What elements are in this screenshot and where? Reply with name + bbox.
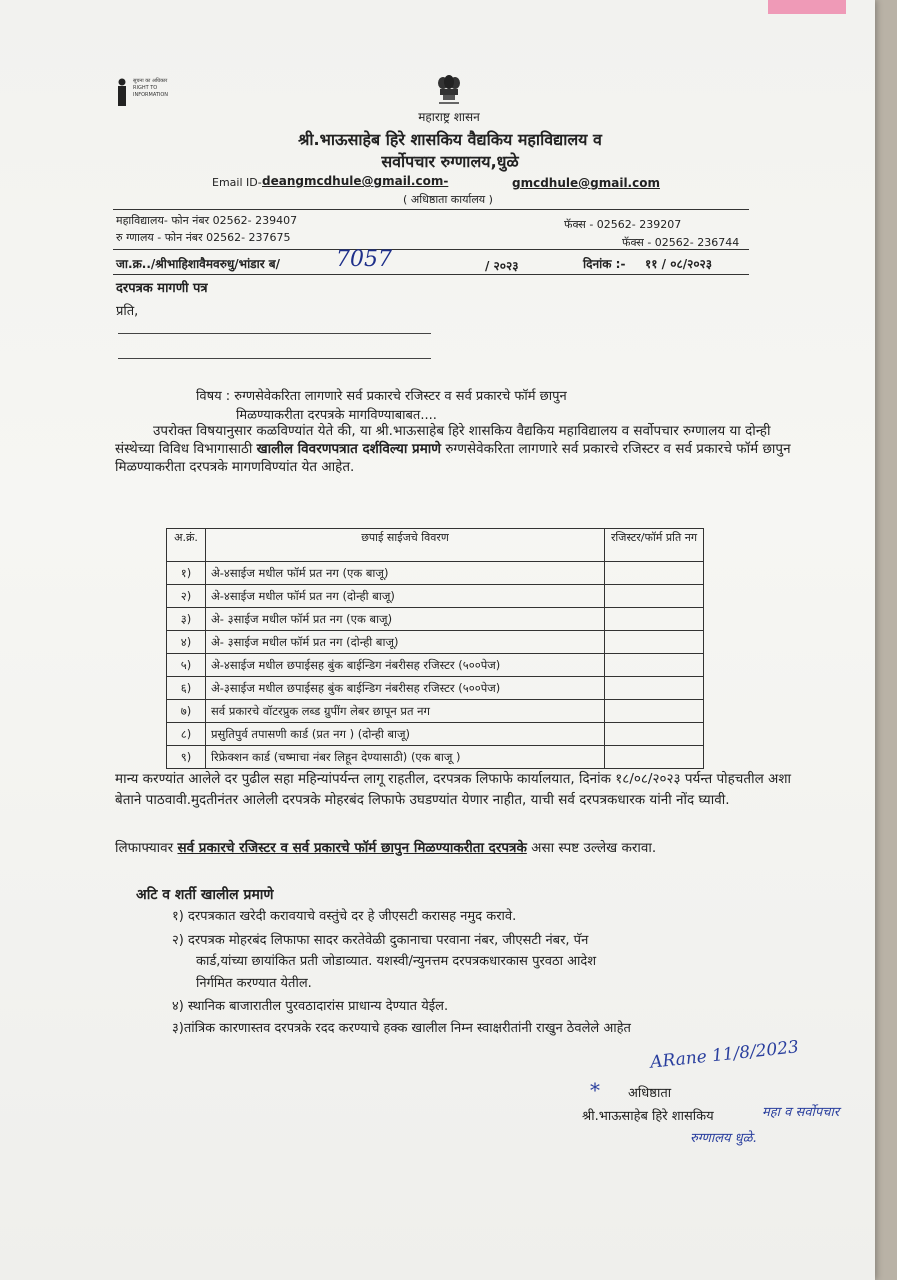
fax-1: फॅक्स - 02562- 239207 — [564, 218, 682, 231]
row-sr: ४) — [167, 631, 206, 654]
email-label: Email ID- — [212, 176, 262, 189]
institution-line-1: श्री.भाऊसाहेब हिरे शासकिय वैद्यकिय महाविद्यालय व — [298, 130, 602, 149]
signatory-title: अधिष्ठाता — [628, 1086, 672, 1101]
fax-2: फॅक्स - 02562- 236744 — [622, 236, 740, 249]
date-label: दिनांक :- — [583, 257, 626, 271]
college-phone: महाविद्यालय- फोन नंबर 02562- 239407 — [116, 214, 298, 227]
header-description: छपाई साईजचे विवरण — [206, 529, 605, 562]
document-title: दरपत्रक मागणी पत्र — [116, 281, 208, 296]
row-description: अे-४साईज मधील छपाईसह बुंक बाईन्डिग नंबरीसह रजिस्टर (५००पेज) — [206, 654, 605, 677]
hospital-phone: रु ग्णालय - फोन नंबर 02562- 237675 — [116, 231, 291, 244]
row-sr: ५) — [167, 654, 206, 677]
table-row — [167, 562, 704, 585]
paragraph-3 — [115, 838, 805, 858]
pink-sticky-note — [768, 0, 846, 14]
header-rate: रजिस्टर/फॉर्म प्रति नग — [605, 529, 704, 562]
condition-2-cont: कार्ड,यांच्या छायांकित प्रती जोडाव्यात. यशस्वी/न्युनत्तम दरपत्रकधारकास पुरवठा आदेश — [196, 954, 597, 969]
office-name: ( अधिष्ठाता कार्यालय ) — [403, 193, 493, 206]
header-rule — [113, 209, 749, 210]
table-header-row — [167, 529, 704, 562]
ref-prefix: जा.क्र../श्रीभाहिशावैमवरुधु/भांडार ब/ — [116, 257, 281, 271]
row-rate-cell — [605, 723, 704, 746]
condition-4: ४) स्थानिक बाजारातील पुरवठादारांस प्राधान्य देण्यात येईल. — [172, 999, 449, 1014]
row-sr: ३) — [167, 608, 206, 631]
signatory-org-handwritten-1: महा व सर्वोपचार — [762, 1105, 840, 1120]
row-description: प्रसुतिपुर्व तपासणी कार्ड (प्रत नग ) (दोन्ही बाजू) — [206, 723, 605, 746]
table-row — [167, 608, 704, 631]
signatory-org-handwritten-2: रुग्णालय धुळे. — [690, 1131, 757, 1146]
row-description: रिफ्रेक्शन कार्ड (चष्माचा नंबर लिहून देण्यासाठी) (एक बाजू ) — [206, 746, 605, 769]
row-sr: १) — [167, 562, 206, 585]
row-description: अे- ३साईज मधील फॉर्म प्रत नग (दोन्ही बाजू) — [206, 631, 605, 654]
row-rate-cell — [605, 631, 704, 654]
row-sr: २) — [167, 585, 206, 608]
row-rate-cell — [605, 562, 704, 585]
state-govt: महाराष्ट्र शासन — [418, 110, 480, 124]
signature-mark: * — [590, 1078, 600, 1102]
paragraph-1-bold: खालील विवरणपत्रात दर्शविल्या प्रमाणे — [256, 441, 442, 457]
header-sr: अ.क्रं. — [167, 529, 206, 562]
conditions-title: अटि व शर्ती खालील प्रमाणे — [136, 887, 274, 903]
addressee-line-2 — [118, 358, 431, 359]
state-emblem-icon — [434, 74, 464, 106]
table-row — [167, 746, 704, 769]
table-row — [167, 654, 704, 677]
condition-2: २) दरपत्रक मोहरबंद लिफाफा सादर करतेवेळी दुकानाचा परवाना नंबर, जीएसटी नंबर, पॅन — [172, 933, 589, 948]
addressee-label: प्रति, — [116, 304, 139, 319]
table-row — [167, 631, 704, 654]
rti-logo-icon — [116, 78, 130, 108]
email-1: deangmcdhule@gmail.com- — [262, 174, 449, 188]
ref-rule — [113, 274, 749, 275]
row-sr: ७) — [167, 700, 206, 723]
row-description: अे-४साईज मधील फॉर्म प्रत नग (एक बाजू) — [206, 562, 605, 585]
condition-2-end: निर्गमित करण्यात येतील. — [196, 976, 312, 991]
ref-number: 7057 — [336, 247, 392, 272]
row-description: अे-४साईज मधील फॉर्म प्रत नग (दोन्ही बाजू) — [206, 585, 605, 608]
rti-logo-text: सूचना का अधिकार RIGHT TO INFORMATION — [133, 78, 169, 98]
row-description: अे- ३साईज मधील फॉर्म प्रत नग (एक बाजू) — [206, 608, 605, 631]
row-rate-cell — [605, 746, 704, 769]
table-row — [167, 585, 704, 608]
institution-line-2: सर्वोपचार रुग्णालय,धुळे — [381, 152, 519, 171]
contact-rule — [113, 249, 749, 250]
paragraph-3-text-b: असा स्पष्ट उल्लेख करावा. — [526, 840, 657, 856]
signature-scribble: ARane 11/8/2023 — [649, 1037, 800, 1073]
date-value: ११ / ०८/२०२३ — [645, 257, 713, 271]
row-rate-cell — [605, 608, 704, 631]
items-table — [166, 528, 704, 769]
row-sr: ९) — [167, 746, 206, 769]
rti-logo — [116, 76, 168, 112]
paragraph-1-text-b: रुग्णसेवेकरिता लागणारे सर्व प्रकारचे रजिस्टर व सर्व प्रकारचे फॉर्म छापुन मिळण्याकरीता दरपत्रके मागणविण्यांत येत आहेत. — [115, 441, 791, 475]
row-rate-cell — [605, 700, 704, 723]
row-sr: ८) — [167, 723, 206, 746]
paragraph-3-text-a: लिफाफ्यावर — [115, 840, 178, 856]
condition-3: ३)तांत्रिक कारणास्तव दरपत्रके रदद करण्याचे हक्क खालील निम्न स्वाक्षरीतांनी राखुन ठेवलेले आहेत — [172, 1021, 631, 1036]
table-row — [167, 700, 704, 723]
paragraph-1-text-a: उपरोक्त विषयानुसार कळविण्यांत येते की, या श्री.भाऊसाहेब हिरे शासकिय वैद्यकिय महाविद्यालय व सर्वोपचार रुग्णालय या दोन्ही संस्थेच्या विविध विभागासाठी — [115, 423, 771, 457]
paragraph-3-bold: सर्व प्रकारचे रजिस्टर व सर्व प्रकारचे फॉर्म छापुन मिळण्याकरीता दरपत्रके — [177, 840, 527, 856]
table-row — [167, 677, 704, 700]
table-body — [167, 562, 704, 769]
row-rate-cell — [605, 677, 704, 700]
condition-1: १) दरपत्रकात खरेदी करावयाचे वस्तुंचे दर हे जीएसटी करासह नमुद करावे. — [172, 909, 517, 924]
row-rate-cell — [605, 585, 704, 608]
row-sr: ६) — [167, 677, 206, 700]
paragraph-2: मान्य करण्यांत आलेले दर पुढील सहा महिन्यांपर्यन्त लागू राहतील, दरपत्रक लिफाफे कार्यालयात, दिनांक १८/०८/२०२३ पर्यन्त पोहचतील अशा बेताने पाठवावी.मुदतीनंतर आलेली दरपत्रके मोहरबंद लिफाफे उघडण्यांत येणार नाहीत, याची सर्व दरपत्रकधारक यांनी नोंद घ्यावी. — [115, 771, 792, 808]
email-2: gmcdhule@gmail.com — [512, 176, 660, 190]
ref-year: / २०२३ — [485, 259, 519, 273]
signatory-org-printed: श्री.भाऊसाहेब हिरे शासकिय — [582, 1109, 714, 1124]
addressee-line-1 — [118, 333, 431, 334]
row-description: सर्व प्रकारचे वॉटरप्रुक लब्ड ग्रुपींग लेबर छापून प्रत नग — [206, 700, 605, 723]
subject-line-2: मिळण्याकरीता दरपत्रके मागविण्याबाबत.... — [236, 408, 437, 423]
table-row — [167, 723, 704, 746]
row-rate-cell — [605, 654, 704, 677]
row-description: अे-३साईज मधील छपाईसह बुंक बाईन्डिग नंबरीसह रजिस्टर (५००पेज) — [206, 677, 605, 700]
subject-line-1: विषय : रुग्णसेवेकरिता लागणारे सर्व प्रकारचे रजिस्टर व सर्व प्रकारचे फॉर्म छापुन — [196, 389, 567, 404]
paragraph-1 — [115, 422, 805, 476]
